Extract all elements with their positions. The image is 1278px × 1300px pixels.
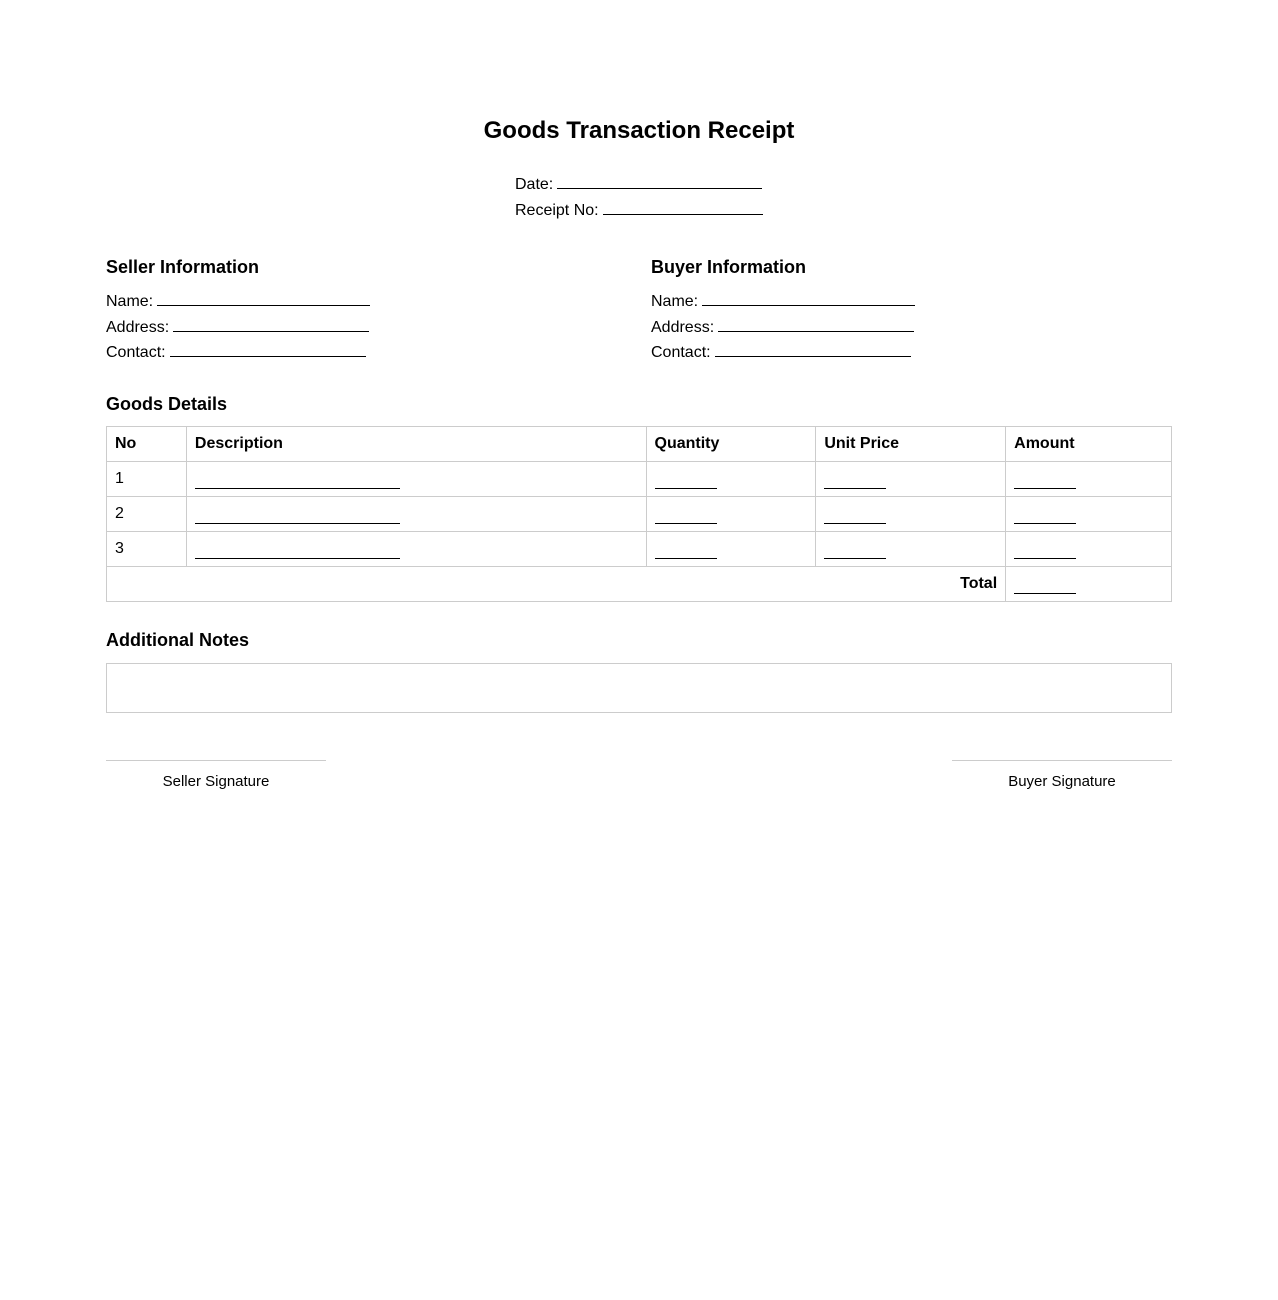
seller-contact-blank-line[interactable]: [170, 340, 366, 357]
unit-price-blank-line[interactable]: [824, 544, 886, 559]
date-field: [515, 172, 763, 198]
seller-address-label: Address:: [106, 318, 170, 336]
goods-table-header: [107, 427, 1172, 462]
seller-name-blank-line[interactable]: [157, 289, 370, 306]
amount-cell: [1006, 532, 1172, 567]
quantity-blank-line[interactable]: [655, 474, 717, 489]
additional-notes-box[interactable]: [106, 663, 1172, 713]
amount-blank-line[interactable]: [1014, 474, 1076, 489]
total-blank-line[interactable]: [1014, 579, 1076, 594]
quantity-blank-line[interactable]: [655, 544, 717, 559]
goods-details-heading: Goods Details: [106, 394, 228, 414]
amount-blank-line[interactable]: [1014, 509, 1076, 524]
buyer-contact-field: [651, 340, 915, 366]
total-label: Total: [107, 567, 1006, 602]
table-row: [107, 462, 1172, 497]
buyer-contact-blank-line[interactable]: [715, 340, 911, 357]
buyer-info-heading: Buyer Information: [651, 257, 807, 277]
date-label: Date:: [515, 176, 554, 193]
seller-info-heading: Seller Information: [106, 257, 260, 277]
buyer-contact-label: Contact:: [651, 344, 711, 361]
unit-price-cell: [816, 497, 1006, 532]
unit-price-blank-line[interactable]: [824, 509, 886, 524]
row-number: 3: [107, 532, 187, 567]
amount-cell: [1006, 497, 1172, 532]
description-cell: [186, 462, 646, 497]
seller-signature-line[interactable]: [106, 760, 326, 761]
row-number: 2: [107, 497, 187, 532]
unit-price-cell: [816, 532, 1006, 567]
seller-contact-label: Contact:: [106, 344, 166, 361]
buyer-address-blank-line[interactable]: [718, 315, 914, 332]
unit-price-blank-line[interactable]: [824, 474, 886, 489]
seller-address-field: [106, 315, 370, 341]
seller-signature-label: Seller Signature: [162, 773, 270, 790]
buyer-address-field: [651, 315, 915, 341]
buyer-signature-line[interactable]: [952, 760, 1172, 761]
buyer-info: [651, 289, 915, 366]
receipt-no-label: Receipt No:: [515, 202, 599, 219]
buyer-name-blank-line[interactable]: [702, 289, 915, 306]
table-row: [107, 532, 1172, 567]
total-row: [107, 567, 1172, 602]
quantity-cell: [646, 532, 816, 567]
quantity-cell: [646, 462, 816, 497]
quantity-cell: [646, 497, 816, 532]
goods-table: [106, 426, 1172, 602]
date-blank-line[interactable]: [557, 172, 762, 189]
amount-cell: [1006, 462, 1172, 497]
column-header-no: No: [107, 427, 187, 462]
column-header-quantity: Quantity: [646, 427, 816, 462]
total-cell: [1006, 567, 1172, 602]
quantity-blank-line[interactable]: [655, 509, 717, 524]
receipt-no-blank-line[interactable]: [603, 198, 763, 215]
description-blank-line[interactable]: [195, 509, 400, 524]
seller-name-label: Name:: [106, 293, 154, 310]
seller-name-field: [106, 289, 370, 315]
receipt-no-field: [515, 198, 763, 224]
buyer-name-label: Name:: [651, 293, 699, 310]
description-blank-line[interactable]: [195, 544, 400, 559]
row-number: 1: [107, 462, 187, 497]
column-header-description: Description: [186, 427, 646, 462]
buyer-name-field: [651, 289, 915, 315]
buyer-address-label: Address:: [651, 318, 715, 336]
unit-price-cell: [816, 462, 1006, 497]
description-cell: [186, 532, 646, 567]
buyer-signature-label: Buyer Signature: [1008, 773, 1116, 790]
column-header-amount: Amount: [1006, 427, 1172, 462]
description-blank-line[interactable]: [195, 474, 400, 489]
buyer-signature: [952, 760, 1172, 790]
seller-contact-field: [106, 340, 370, 366]
seller-info: [106, 289, 370, 366]
receipt-meta: [515, 172, 763, 224]
column-header-unit-price: Unit Price: [816, 427, 1006, 462]
additional-notes-heading: Additional Notes: [106, 630, 249, 650]
seller-signature: [106, 760, 326, 790]
amount-blank-line[interactable]: [1014, 544, 1076, 559]
seller-address-blank-line[interactable]: [173, 315, 369, 332]
table-row: [107, 497, 1172, 532]
page-title: Goods Transaction Receipt: [483, 117, 795, 144]
description-cell: [186, 497, 646, 532]
